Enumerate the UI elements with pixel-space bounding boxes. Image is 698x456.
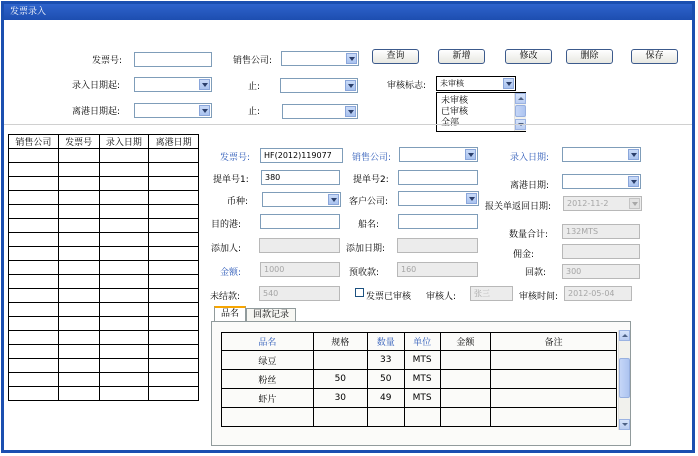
audit-time-input[interactable]: 2012-05-04 — [564, 286, 632, 301]
table-row[interactable] — [9, 303, 199, 317]
column-header[interactable]: 发票号 — [58, 135, 99, 149]
auditor-label: 审核人: — [426, 292, 457, 302]
table-cell[interactable] — [58, 247, 99, 261]
table-cell[interactable] — [149, 177, 199, 191]
table-cell[interactable] — [367, 408, 404, 427]
chevron-down-icon[interactable] — [346, 53, 357, 64]
added-date-label: 添加日期: — [346, 244, 386, 254]
table-cell[interactable] — [149, 191, 199, 205]
added-by-label: 添加人: — [211, 244, 242, 254]
table-cell[interactable]: MTS — [404, 351, 440, 370]
departure-date-label: 离港日期: — [510, 181, 550, 191]
departure-date-select[interactable] — [562, 174, 641, 189]
table-cell[interactable] — [58, 317, 99, 331]
audit-flag-option[interactable]: 已审核 — [441, 107, 469, 117]
chevron-down-icon[interactable] — [628, 176, 639, 187]
bill-no1-input[interactable]: 380 — [261, 170, 340, 185]
table-cell[interactable] — [58, 149, 99, 163]
table-cell[interactable] — [149, 387, 199, 401]
items-scrollbar[interactable] — [618, 330, 630, 430]
table-row[interactable] — [222, 389, 617, 408]
chevron-down-icon[interactable] — [199, 79, 210, 90]
items-table — [221, 332, 617, 427]
total-qty-input[interactable]: 132MTS — [562, 224, 640, 239]
table-row[interactable] — [9, 289, 199, 303]
table-cell[interactable] — [99, 261, 149, 275]
table-cell[interactable]: 粉丝 — [222, 370, 314, 389]
table-cell[interactable] — [9, 219, 59, 233]
table-row[interactable] — [9, 191, 199, 205]
destination-port-input[interactable] — [260, 214, 340, 229]
table-cell[interactable] — [58, 387, 99, 401]
table-cell[interactable] — [99, 247, 149, 261]
payment-back-label: 回款: — [525, 268, 547, 278]
column-header[interactable]: 备注 — [491, 333, 617, 351]
table-cell[interactable] — [99, 177, 149, 191]
audit-flag-dropdown — [436, 92, 526, 132]
chevron-down-icon[interactable] — [465, 149, 476, 160]
audit-flag-label: 审核标志: — [387, 81, 427, 91]
amount-label: 金额: — [220, 268, 242, 278]
table-cell[interactable] — [149, 261, 199, 275]
table-cell[interactable]: MTS — [404, 389, 440, 408]
table-row[interactable] — [9, 345, 199, 359]
customer-company-select[interactable] — [398, 191, 479, 206]
audit-flag-option[interactable]: 未审核 — [441, 96, 469, 106]
entry-date-to-select[interactable] — [280, 78, 358, 93]
table-cell[interactable] — [99, 373, 149, 387]
column-header[interactable]: 金额 — [440, 333, 491, 351]
column-header[interactable]: 规格 — [313, 333, 367, 351]
departure-date-from-select[interactable] — [134, 103, 212, 118]
tab-payment-records[interactable]: 回款记录 — [246, 308, 296, 322]
table-cell[interactable] — [99, 163, 149, 177]
auditor-input[interactable]: 张三 — [470, 286, 513, 301]
table-cell[interactable]: 49 — [367, 389, 404, 408]
bill-no2-label: 提单号2: — [353, 175, 389, 185]
table-cell[interactable] — [9, 359, 59, 373]
table-cell[interactable] — [58, 163, 99, 177]
currency-label: 币种: — [227, 197, 249, 207]
table-cell[interactable] — [149, 205, 199, 219]
table-cell[interactable] — [491, 408, 617, 427]
table-cell[interactable]: 50 — [313, 370, 367, 389]
amount-input[interactable]: 1000 — [260, 262, 340, 277]
table-cell[interactable] — [99, 149, 149, 163]
table-row[interactable] — [9, 387, 199, 401]
table-row[interactable] — [222, 408, 617, 427]
table-cell[interactable] — [491, 389, 617, 408]
chevron-down-icon[interactable] — [629, 198, 640, 209]
table-cell[interactable] — [491, 351, 617, 370]
bill-no1-label: 提单号1: — [213, 175, 249, 185]
table-row[interactable] — [9, 317, 199, 331]
search-invoice-no-label: 发票号: — [92, 56, 123, 66]
destination-port-label: 目的港: — [211, 220, 242, 230]
table-cell[interactable] — [9, 163, 59, 177]
table-cell[interactable] — [440, 370, 491, 389]
advance-received-label: 预收款: — [349, 268, 380, 278]
table-cell[interactable]: 30 — [313, 389, 367, 408]
table-cell[interactable] — [149, 317, 199, 331]
chevron-down-icon[interactable] — [199, 105, 210, 116]
tab-product[interactable]: 品名 — [214, 306, 246, 322]
scroll-up-icon[interactable] — [515, 93, 526, 104]
departure-date-from-label: 离港日期起: — [72, 107, 121, 117]
table-row[interactable] — [9, 331, 199, 345]
delete-button[interactable]: 删除 — [566, 49, 613, 64]
window-title: 发票录入 — [4, 4, 692, 20]
table-cell[interactable] — [58, 205, 99, 219]
table-cell[interactable] — [404, 408, 440, 427]
table-cell[interactable] — [58, 261, 99, 275]
column-header[interactable]: 离港日期 — [149, 135, 199, 149]
detail-invoice-no-label: 发票号: — [220, 153, 251, 163]
table-cell[interactable] — [9, 191, 59, 205]
detail-entry-date-label: 录入日期: — [510, 153, 550, 163]
table-cell[interactable] — [149, 373, 199, 387]
search-sales-company-select[interactable] — [281, 51, 359, 66]
save-button[interactable]: 保存 — [631, 49, 678, 64]
table-cell[interactable] — [440, 389, 491, 408]
table-cell[interactable] — [58, 331, 99, 345]
table-row[interactable] — [9, 205, 199, 219]
ship-name-label: 船名: — [358, 220, 380, 230]
detail-sales-company-select[interactable] — [399, 147, 478, 162]
table-cell[interactable] — [491, 370, 617, 389]
audit-flag-select[interactable] — [436, 76, 516, 91]
chevron-down-icon[interactable] — [503, 78, 514, 89]
search-invoice-no-input[interactable] — [134, 52, 212, 67]
customs-return-date-value: 2012-11-2 — [567, 199, 609, 208]
scroll-thumb[interactable] — [619, 358, 630, 398]
search-sales-company-label: 销售公司: — [233, 56, 273, 66]
entry-date-to-label: 止: — [248, 82, 261, 92]
table-row[interactable] — [9, 247, 199, 261]
table-cell[interactable] — [99, 233, 149, 247]
chevron-down-icon[interactable] — [345, 80, 356, 91]
scroll-thumb[interactable] — [515, 105, 526, 117]
invoice-list-table — [8, 134, 199, 401]
advance-received-input[interactable]: 160 — [397, 262, 478, 277]
table-cell[interactable] — [149, 233, 199, 247]
table-cell[interactable] — [9, 331, 59, 345]
table-row[interactable] — [9, 275, 199, 289]
table-row[interactable] — [9, 233, 199, 247]
table-cell[interactable] — [9, 345, 59, 359]
table-cell[interactable] — [149, 149, 199, 163]
table-cell[interactable] — [9, 289, 59, 303]
table-cell[interactable] — [149, 303, 199, 317]
scroll-up-icon[interactable] — [619, 330, 630, 341]
column-header[interactable]: 销售公司 — [9, 135, 59, 149]
table-cell[interactable]: 50 — [367, 370, 404, 389]
table-cell[interactable] — [440, 408, 491, 427]
table-row[interactable] — [9, 177, 199, 191]
unsettled-input[interactable]: 540 — [259, 286, 340, 301]
audit-flag-option[interactable]: 全部 — [441, 118, 460, 128]
table-row[interactable] — [9, 149, 199, 163]
table-cell[interactable] — [149, 359, 199, 373]
table-cell[interactable] — [9, 205, 59, 219]
table-cell[interactable] — [99, 191, 149, 205]
invoice-audited-label: 发票已审核 — [366, 292, 412, 302]
table-cell[interactable] — [149, 163, 199, 177]
table-cell[interactable] — [58, 233, 99, 247]
table-cell[interactable] — [99, 275, 149, 289]
column-header[interactable]: 单位 — [404, 333, 440, 351]
column-header[interactable]: 数量 — [367, 333, 404, 351]
column-header[interactable]: 品名 — [222, 333, 314, 351]
table-cell[interactable]: 虾片 — [222, 389, 314, 408]
table-cell[interactable]: MTS — [404, 370, 440, 389]
add-button[interactable]: 新增 — [438, 49, 485, 64]
audit-flag-scrollbar[interactable] — [514, 93, 526, 131]
table-cell[interactable] — [99, 289, 149, 303]
table-cell[interactable] — [99, 317, 149, 331]
table-cell[interactable] — [99, 359, 149, 373]
column-header[interactable]: 录入日期 — [99, 135, 149, 149]
table-cell[interactable] — [149, 247, 199, 261]
table-row[interactable] — [9, 373, 199, 387]
entry-date-from-select[interactable] — [134, 77, 212, 92]
modify-button[interactable]: 修改 — [505, 49, 552, 64]
table-cell[interactable]: 33 — [367, 351, 404, 370]
table-row[interactable] — [9, 261, 199, 275]
commission-label: 佣金: — [513, 250, 535, 260]
table-row[interactable] — [9, 359, 199, 373]
separator — [4, 124, 692, 125]
audit-time-label: 审核时间: — [519, 292, 559, 302]
added-date-input[interactable] — [397, 238, 478, 253]
detail-sales-company-label: 销售公司: — [352, 153, 392, 163]
table-cell[interactable] — [313, 351, 367, 370]
table-cell[interactable] — [58, 373, 99, 387]
entry-date-from-label: 录入日期起: — [72, 81, 121, 91]
table-cell[interactable] — [9, 149, 59, 163]
table-cell[interactable] — [58, 303, 99, 317]
table-cell[interactable] — [99, 345, 149, 359]
table-cell[interactable] — [313, 408, 367, 427]
invoice-audited-checkbox[interactable] — [355, 288, 364, 297]
table-cell[interactable] — [99, 205, 149, 219]
departure-date-to-label: 止: — [248, 107, 261, 117]
table-cell[interactable] — [149, 275, 199, 289]
table-cell[interactable] — [58, 177, 99, 191]
detail-invoice-no-input[interactable]: HF(2012)119077 — [260, 148, 343, 163]
table-cell[interactable] — [9, 373, 59, 387]
table-cell[interactable] — [58, 345, 99, 359]
items-panel — [211, 321, 631, 446]
table-cell[interactable] — [9, 233, 59, 247]
audit-flag-value: 未审核 — [440, 79, 464, 88]
chevron-down-icon[interactable] — [628, 149, 639, 160]
table-cell[interactable] — [99, 303, 149, 317]
table-cell[interactable] — [149, 289, 199, 303]
total-qty-label: 数量合计: — [509, 230, 549, 240]
table-cell[interactable] — [99, 219, 149, 233]
table-cell[interactable]: 绿豆 — [222, 351, 314, 370]
table-cell[interactable] — [58, 289, 99, 303]
table-cell[interactable] — [58, 191, 99, 205]
payment-back-input[interactable]: 300 — [562, 264, 640, 279]
commission-input[interactable] — [562, 244, 640, 259]
table-cell[interactable] — [99, 387, 149, 401]
chevron-down-icon[interactable] — [328, 194, 339, 205]
unsettled-label: 未结款: — [210, 292, 241, 302]
table-cell[interactable] — [9, 387, 59, 401]
table-cell[interactable] — [149, 345, 199, 359]
table-cell[interactable] — [58, 359, 99, 373]
table-row[interactable] — [222, 370, 617, 389]
table-row[interactable] — [9, 163, 199, 177]
customs-return-date-select[interactable] — [563, 196, 642, 211]
table-cell[interactable] — [222, 408, 314, 427]
ship-name-input[interactable] — [398, 214, 478, 229]
departure-date-to-select[interactable] — [282, 104, 358, 119]
currency-select[interactable] — [262, 192, 341, 207]
table-cell[interactable] — [9, 261, 59, 275]
table-cell[interactable] — [9, 303, 59, 317]
table-cell[interactable] — [99, 331, 149, 345]
scroll-down-icon[interactable] — [619, 419, 630, 430]
query-button[interactable]: 查询 — [372, 49, 419, 64]
chevron-down-icon[interactable] — [345, 106, 356, 117]
chevron-down-icon[interactable] — [466, 193, 477, 204]
table-row[interactable] — [9, 219, 199, 233]
table-cell[interactable] — [9, 275, 59, 289]
table-cell[interactable] — [149, 219, 199, 233]
table-cell[interactable] — [9, 177, 59, 191]
customer-company-label: 客户公司: — [349, 197, 389, 207]
table-row[interactable] — [222, 351, 617, 370]
added-by-input[interactable] — [259, 238, 340, 253]
table-cell[interactable] — [58, 219, 99, 233]
table-cell[interactable] — [440, 351, 491, 370]
detail-entry-date-select[interactable] — [562, 147, 641, 162]
table-cell[interactable] — [149, 331, 199, 345]
customs-return-date-label: 报关单返回日期: — [485, 202, 552, 212]
table-cell[interactable] — [9, 247, 59, 261]
table-cell[interactable] — [58, 275, 99, 289]
bill-no2-input[interactable] — [398, 170, 478, 185]
table-cell[interactable] — [9, 317, 59, 331]
